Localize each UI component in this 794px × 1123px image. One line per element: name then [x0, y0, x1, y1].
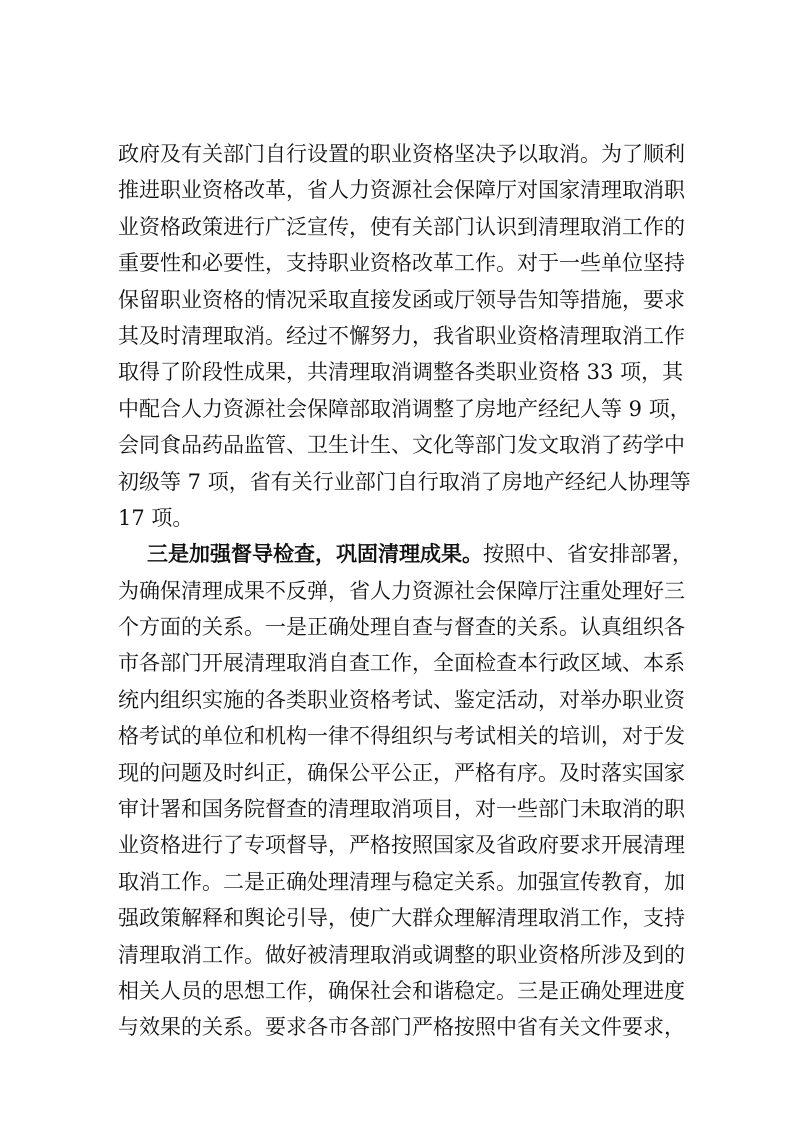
text-segment: 按照中、省安排部署， [483, 542, 693, 567]
text-line: 取消工作。二是正确处理清理与稳定关系。加强宣传教育，加 [118, 869, 685, 894]
text-line: 市各部门开展清理取消自查工作，全面检查本行政区域、本系 [118, 651, 685, 676]
text-line: 强政策解释和舆论引导，使广大群众理解清理取消工作，支持 [118, 906, 685, 931]
text-line: 业资格政策进行广泛宣传，使有关部门认识到清理取消工作的 [118, 214, 685, 239]
text-line: 取得了阶段性成果，共清理取消调整各类职业资格 33 项，其 [118, 360, 684, 385]
text-line: 清理取消工作。做好被清理取消或调整的职业资格所涉及到的 [118, 942, 685, 967]
text-line: 推进职业资格改革，省人力资源社会保障厅对国家清理取消职 [118, 178, 685, 203]
section-heading: 三是加强督导检查，巩固清理成果。 [147, 541, 483, 567]
document-body [118, 136, 693, 1046]
text-line: 业资格进行了专项督导，严格按照国家及省政府要求开展清理 [118, 833, 685, 858]
text-line: 初级等 7 项，省有关行业部门自行取消了房地产经纪人协理等 [118, 469, 691, 494]
text-line: 相关人员的思想工作，确保社会和谐稳定。三是正确处理进度 [118, 978, 685, 1003]
text-line: 为确保清理成果不反弹，省人力资源社会保障厅注重处理好三 [118, 578, 685, 603]
text-line: 个方面的关系。一是正确处理自查与督查的关系。认真组织各 [118, 615, 685, 640]
text-line: 17 项。 [118, 505, 194, 530]
text-line: 现的问题及时纠正，确保公平公正，严格有序。及时落实国家 [118, 760, 685, 785]
text-line: 其及时清理取消。经过不懈努力，我省职业资格清理取消工作 [118, 323, 685, 348]
text-line: 政府及有关部门自行设置的职业资格坚决予以取消。为了顺利 [118, 142, 685, 166]
text-line: 会同食品药品监管、卫生计生、文化等部门发文取消了药学中 [118, 433, 685, 458]
text-line: 格考试的单位和机构一律不得组织与考试相关的培训，对于发 [118, 724, 685, 749]
paragraph-first-line [118, 536, 693, 572]
text-line: 与效果的关系。要求各市各部门严格按照中省有关文件要求， [118, 1015, 685, 1040]
text-line: 审计署和国务院督查的清理取消项目，对一些部门未取消的职 [118, 797, 685, 822]
text-line: 统内组织实施的各类职业资格考试、鉴定活动，对举办职业资 [118, 687, 685, 712]
text-line: 保留职业资格的情况采取直接发函或厅领导告知等措施，要求 [118, 287, 685, 312]
text-line: 中配合人力资源社会保障部取消调整了房地产经纪人等 9 项， [118, 396, 691, 421]
text-line: 重要性和必要性，支持职业资格改革工作。对于一些单位坚持 [118, 251, 685, 276]
